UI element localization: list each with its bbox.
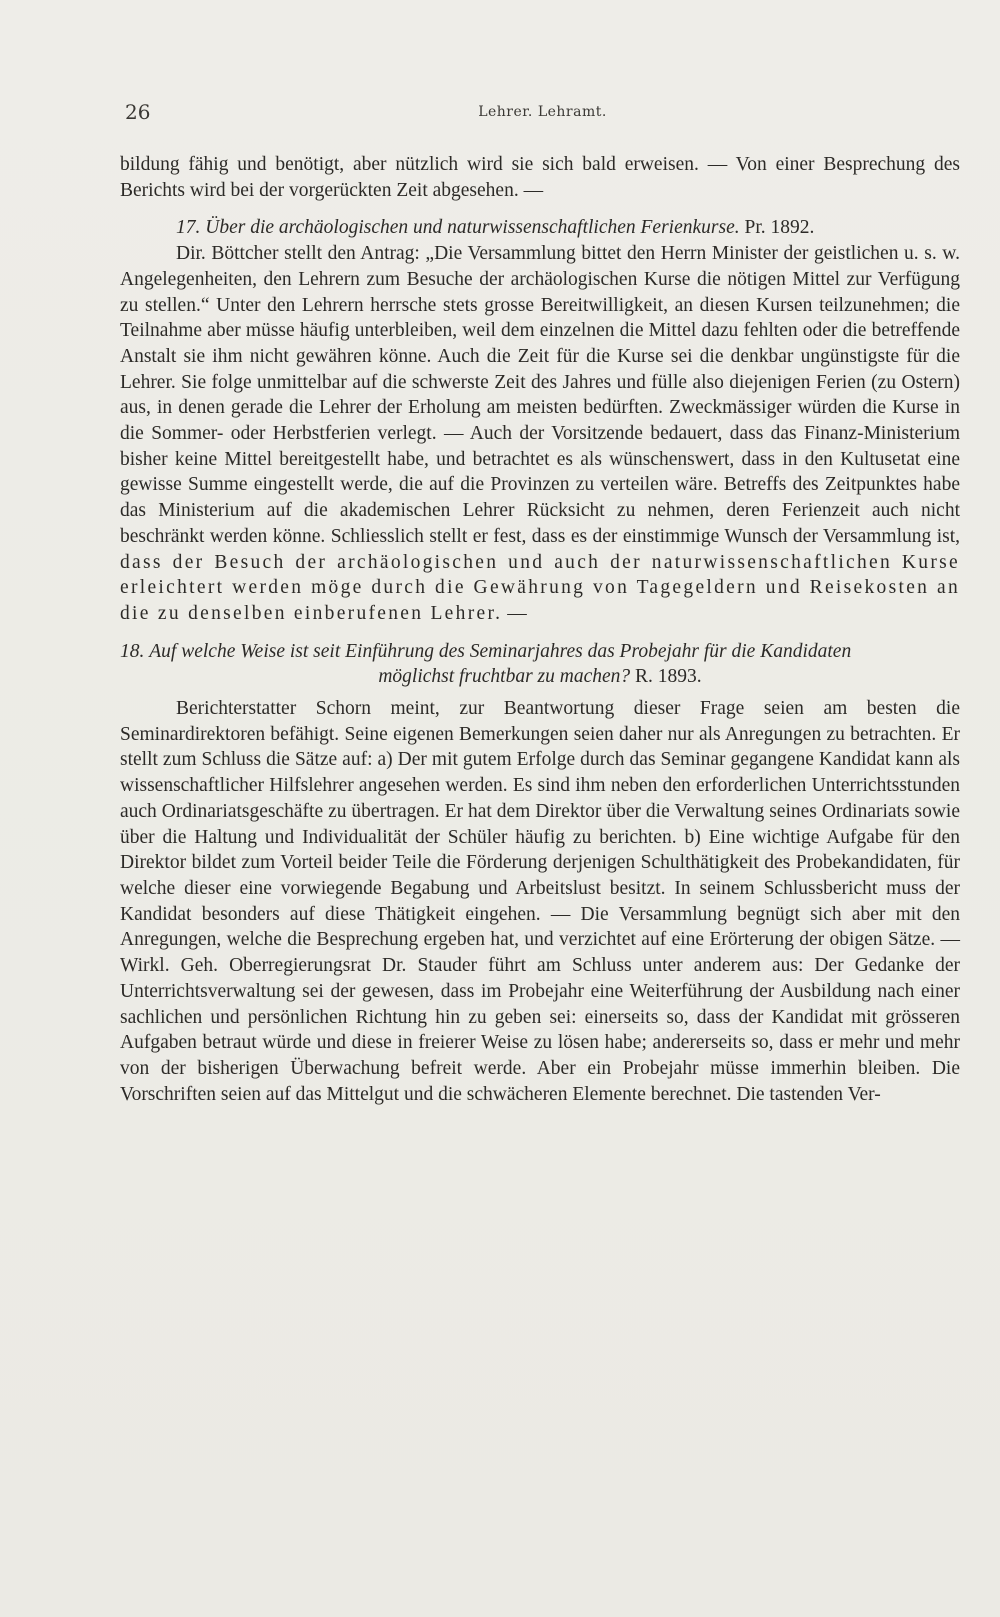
section-18-number: 18. [120, 640, 145, 662]
section-17-title: Über die archäologischen und naturwissenschaftlichen Ferienkurse. [205, 217, 740, 239]
section-18-heading-line2 [120, 664, 960, 690]
section-18-title-line2: möglichst fruchtbar zu machen? [378, 666, 631, 688]
section-17-text-spaced: dass der Besuch der archäologischen und auch der naturwissenschaftlichen Kurse erleichtert werden möge durch die Gewährung von Tagegeldern und Reisekosten an die zu denselben einberufenen Lehrer. [120, 551, 960, 624]
section-17-ref: Pr. 1892. [744, 217, 815, 239]
section-17-heading [120, 215, 960, 241]
continuation-paragraph: bildung fähig und benötigt, aber nützlich wird sie sich bald erweisen. — Von einer Besprechung des Berichts wird bei der vorgerückten Zeit abgesehen. — [120, 154, 960, 201]
page-number: 26 [125, 100, 151, 124]
section-18-heading [120, 639, 960, 665]
spacer [120, 627, 960, 639]
section-17-text-end: — [502, 602, 527, 624]
spacer [120, 203, 960, 215]
section-17-number: 17. [176, 217, 201, 239]
section-18-title-line1: Auf welche Weise ist seit Einführung des Seminarjahres das Probejahr für die Kandidaten [149, 640, 852, 662]
section-18-ref: R. 1893. [635, 666, 702, 688]
page-body [120, 152, 960, 1107]
section-18-text: Berichterstatter Schorn meint, zur Beantwortung dieser Frage seien am besten die Seminardirektoren befähigt. Seine eigenen Bemerkungen seien daher nur als Anregungen zu betrachten. Er stellt zum Schluss die Sätze auf: a) Der mit gutem Erfolge durch das Seminar gegangene Kandidat kann als wissenschaftlicher Hilfslehrer angesehen werden. Es sind ihm neben den erforderlichen Unterrichtsstunden auch Ordinariatsgeschäfte zu übertragen. Er hat dem Direktor über die Verwaltung seines Ordinariats sowie über die Haltung und Individualität der Schüler häufig zu berichten. b) Eine wichtige Aufgabe für den Direktor bildet zum Vorteil beider Teile die Förderung derjenigen Schulthätigkeit des Probekandidaten, für welche dieser eine vorwiegende Begabung und Arbeitslust besitzt. In seinem Schlussbericht muss der Kandidat besonders auf diese Thätigkeit eingehen. — Die Versammlung begnügt sich aber mit den Anregungen, welche die Besprechung ergeben hat, und verzichtet auf eine Erörterung der obigen Sätze. — Wirkl. Geh. Oberregierungsrat Dr. Stauder führt am Schluss unter anderem aus: Der Gedanke der Unterrichtsverwaltung sei der gewesen, dass im Probejahr eine Weiterführung der Ausbildung nach einer sachlichen und persönlichen Richtung hin zu geben sei: einerseits so, dass der Kandidat mit grösseren Aufgaben betraut würde und diese in freierer Weise zu lösen habe; andererseits so, dass er mehr und mehr von der bisherigen Überwachung befreit werde. Aber ein Probejahr müsse immerhin bleiben. Die Vorschriften seien auf das Mittelgut und die schwächeren Elemente berechnet. Die tastenden Ver- [120, 698, 960, 1105]
section-17-text-normal: Dir. Böttcher stellt den Antrag: „Die Versammlung bittet den Herrn Minister der geistlichen u. s. w. Angelegenheiten, den Lehrern zum Besuche der archäologischen Kurse die nötigen Mittel zur Verfügung zu stellen.“ Unter den Lehrern herrsche stets grosse Bereitwilligkeit, an diesen Kursen teilzunehmen; die Teilnahme aber müsse häufig unterbleiben, weil dem einzelnen die Mittel dazu fehlten oder die betreffende Anstalt sie ihm nicht gewähren könne. Auch die Zeit für die Kurse sei die denkbar ungünstigste für die Lehrer. Sie folge unmittelbar auf die schwerste Zeit des Jahres und fülle also diejenigen Ferien (zu Ostern) aus, in denen gerade die Lehrer der Erholung am meisten bedürften. Zweckmässiger würden die Kurse in die Sommer- oder Herbstferien verlegt. — Auch der Vorsitzende bedauert, dass das Finanz-Ministerium bisher keine Mittel bereitgestellt habe, und betrachtet es als wünschenswert, dass in den Kultusetat eine gewisse Summe eingestellt werde, die auf die Provinzen zu verteilen wäre. Betreffs des Zeitpunktes habe das Ministerium auf die akademischen Lehrer Rücksicht zu nehmen, deren Ferienzeit auch nicht beschränkt werden könne. Schliesslich stellt er fest, dass es der einstimmige Wunsch der Versammlung ist, [120, 243, 960, 547]
section-17-text [120, 241, 960, 627]
page-header [125, 100, 960, 132]
running-title: Lehrer. Lehramt. [478, 104, 607, 120]
